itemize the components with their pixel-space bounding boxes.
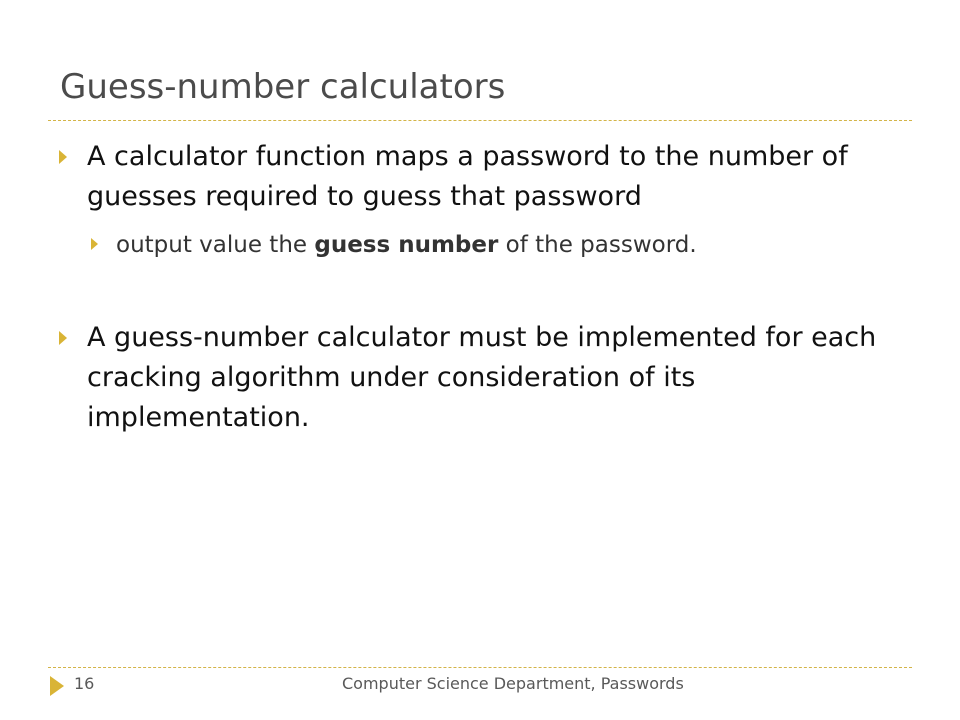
bullet-arrow-icon	[59, 150, 67, 164]
sub-bullet-bold-term: guess number	[314, 232, 499, 258]
slide-title: Guess-number calculators	[60, 67, 506, 107]
footer-arrow-icon	[50, 676, 64, 696]
footer-text: Computer Science Department, Passwords	[342, 674, 684, 693]
bullet-arrow-icon	[59, 331, 67, 345]
page-number: 16	[74, 674, 95, 693]
bullet-arrow-icon	[91, 238, 98, 250]
bullet-text: A calculator function maps a password to the number of guesses required to guess that password	[87, 141, 848, 212]
sub-bullet-text-after: of the password.	[498, 232, 697, 258]
sub-bullet-text-before: output value the	[116, 232, 315, 258]
sub-bullet-text	[116, 229, 896, 261]
footer-divider	[48, 667, 912, 668]
title-divider	[48, 120, 912, 121]
bullet-text: A guess-number calculator must be implemented for each cracking algorithm under consideration of its implementation.	[87, 322, 877, 433]
